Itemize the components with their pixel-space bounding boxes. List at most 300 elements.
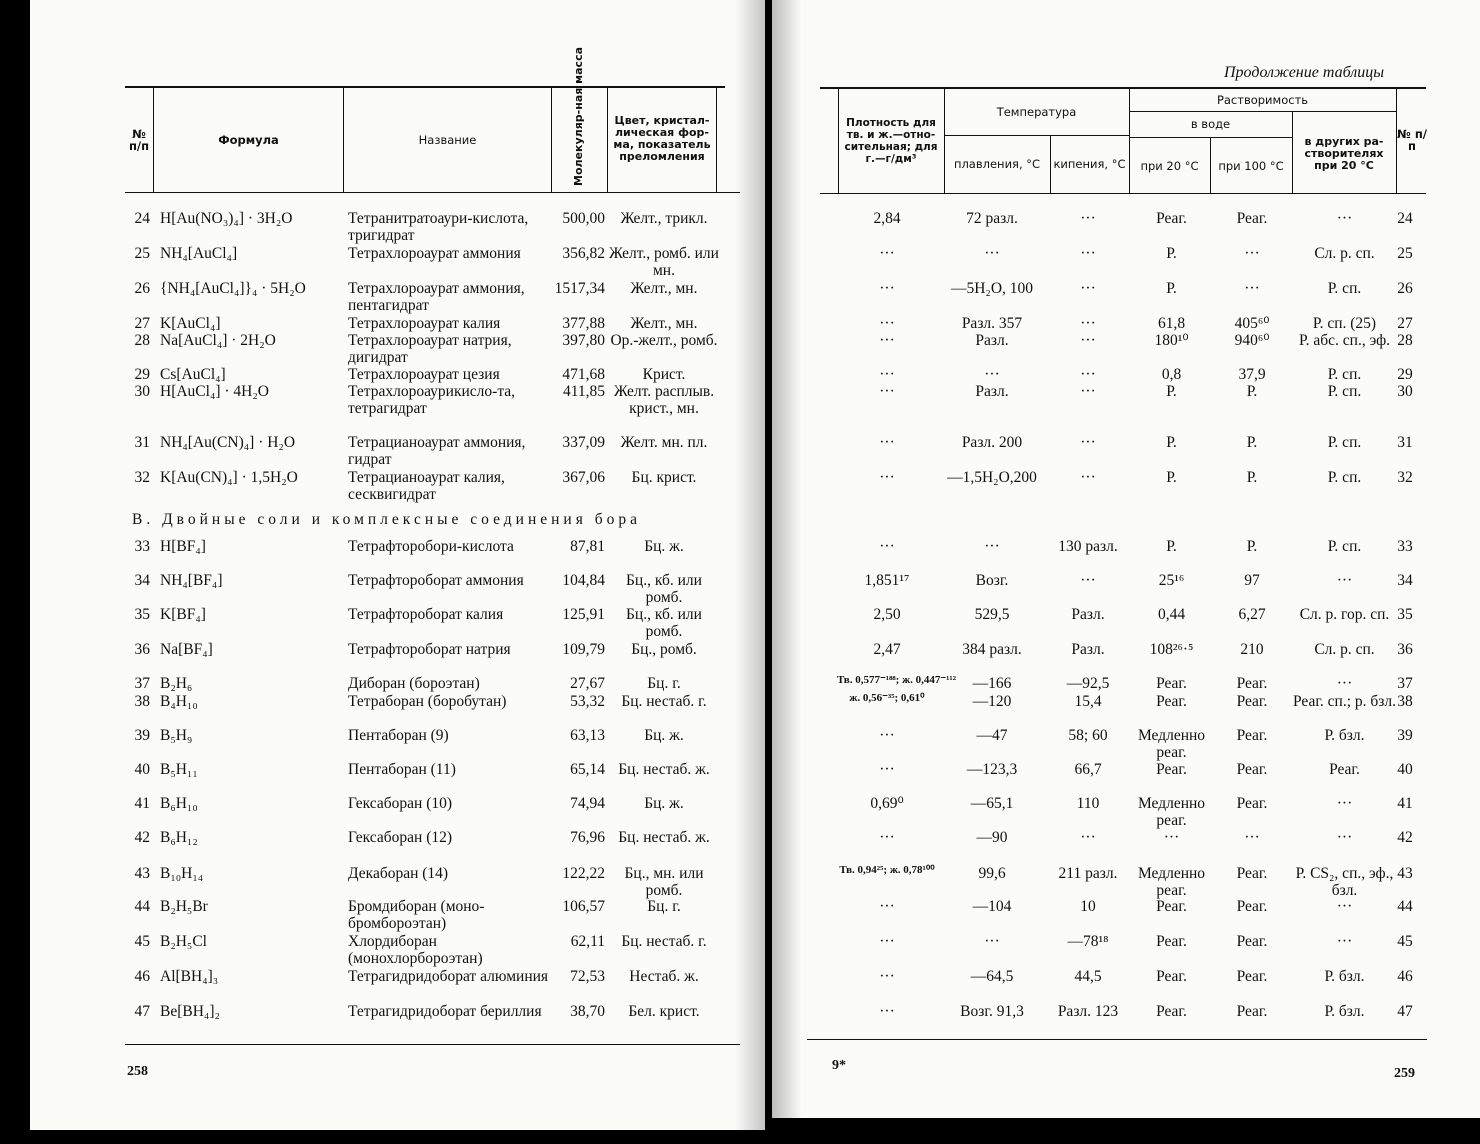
melting-point: Разл. 200 <box>961 434 1023 451</box>
solubility-water-100: Р. <box>1246 434 1258 451</box>
molecular-mass: 367,06 <box>562 469 605 486</box>
molecular-mass: 72,53 <box>570 968 605 985</box>
right-page <box>772 0 1480 1118</box>
compound-name: Тетраборан (боробутан) <box>348 693 507 710</box>
row-number: 30 <box>1397 383 1413 400</box>
row-number: 47 <box>134 1003 150 1020</box>
melting-point: 529,5 <box>974 606 1010 623</box>
molecular-mass: 65,14 <box>570 761 605 778</box>
color-crystal-form: Бц. нестаб. г. <box>621 693 707 710</box>
solubility-other: Р. абс. сп., эф. <box>1298 332 1391 349</box>
boiling-point: 15,4 <box>1074 693 1102 710</box>
melting-point: ··· <box>984 366 1000 383</box>
boiling-point: —92,5 <box>1066 675 1110 692</box>
row-number: 35 <box>1397 606 1413 623</box>
row-number: 31 <box>1397 434 1413 451</box>
solubility-water-20: Реаг. <box>1156 693 1187 710</box>
solubility-water-20: Р. <box>1166 280 1177 297</box>
molecular-mass: 1517,34 <box>554 280 605 297</box>
solubility-water-20: Р. <box>1166 469 1177 486</box>
compound-name: Диборан (бороэтан) <box>348 675 480 692</box>
row-number: 41 <box>1397 795 1413 812</box>
solubility-water-20: 180¹⁰ <box>1154 332 1189 349</box>
solubility-water-20: Р. <box>1166 383 1177 400</box>
formula: B₅H₁₁ <box>160 761 198 778</box>
row-number: 44 <box>134 898 150 915</box>
solubility-water-20: Реаг. <box>1156 761 1187 778</box>
boiling-point: Разл. <box>1071 641 1105 658</box>
solubility-water-20: Реаг. <box>1156 933 1187 950</box>
solubility-other: Реаг. сп.; р. бзл. <box>1292 693 1397 710</box>
molecular-mass: 63,13 <box>570 727 605 744</box>
compound-name: Тетрацианоаурат аммония, гидрат <box>348 434 526 468</box>
formula: Cs[AuCl₄] <box>160 366 226 383</box>
color-crystal-form: Желт., мн. <box>630 280 698 297</box>
solubility-other: Сл. р. сп. <box>1314 245 1375 262</box>
density: ··· <box>879 538 895 555</box>
left-page <box>30 0 765 1130</box>
color-crystal-form: Бц., кб. или ромб. <box>626 606 702 640</box>
header-at20: при 20 °C <box>1140 159 1199 173</box>
solubility-water-100: Реаг. <box>1236 675 1268 692</box>
header-mass: Молекуляр-ная масса <box>572 46 585 186</box>
melting-point: —5H₂O, 100 <box>950 280 1034 297</box>
gutter-shadow <box>772 0 802 1118</box>
melting-point: Разл. <box>975 383 1009 400</box>
row-number: 29 <box>134 366 150 383</box>
header-divider <box>716 88 717 192</box>
formula: NH₄[AuCl₄] <box>160 245 238 262</box>
solubility-water-20: Реаг. <box>1156 675 1187 692</box>
melting-point: 99,6 <box>978 865 1006 882</box>
boiling-point: 110 <box>1076 795 1100 812</box>
solubility-other: Сл. р. сп. <box>1314 641 1375 658</box>
row-number: 27 <box>1397 315 1413 332</box>
solubility-other: ··· <box>1336 572 1353 589</box>
color-crystal-form: Желт., ромб. или мн. <box>609 245 719 279</box>
solubility-water-20: 0,44 <box>1157 606 1186 623</box>
row-number: 43 <box>134 865 150 882</box>
solubility-other: Р. сп. (25) <box>1312 315 1377 332</box>
page-number: 258 <box>127 1064 148 1079</box>
color-crystal-form: Бц. нестаб. г. <box>621 933 707 950</box>
solubility-water-100: ··· <box>1244 245 1260 262</box>
solubility-water-100: 37,9 <box>1238 366 1266 383</box>
solubility-water-100: Реаг. <box>1236 933 1268 950</box>
solubility-water-20: Реаг. <box>1156 1003 1187 1020</box>
molecular-mass: 27,67 <box>570 675 605 692</box>
header-melting: плавления, °C <box>953 157 1041 171</box>
row-number: 33 <box>134 538 150 555</box>
compound-name: Тетрафтороборат аммония <box>348 572 524 589</box>
compound-name: Хлордиборан (монохлорбороэтан) <box>348 933 483 967</box>
solubility-water-100: Р. <box>1246 469 1258 486</box>
solubility-other: Р. сп. <box>1327 469 1362 486</box>
solubility-water-100: Р. <box>1246 383 1258 400</box>
boiling-point: ··· <box>1080 332 1096 349</box>
solubility-water-100: 97 <box>1244 572 1260 589</box>
solubility-water-100: Реаг. <box>1236 795 1268 812</box>
solubility-other: Р. CS₂, сп., эф., бзл. <box>1295 865 1394 899</box>
boiling-point: ··· <box>1080 469 1096 486</box>
row-number: 34 <box>134 572 150 589</box>
melting-point: ··· <box>984 245 1000 262</box>
formula: B₅H₉ <box>160 727 193 744</box>
molecular-mass: 62,11 <box>570 933 605 950</box>
row-number: 40 <box>1397 761 1413 778</box>
solubility-other: Р. сп. <box>1327 383 1362 400</box>
color-crystal-form: Бц. г. <box>647 898 681 915</box>
color-crystal-form: Крист. <box>642 366 686 383</box>
row-number: 36 <box>1397 641 1413 658</box>
compound-name: Гексаборан (10) <box>348 795 453 812</box>
solubility-water-20: Реаг. <box>1156 968 1187 985</box>
row-number: 26 <box>1397 280 1413 297</box>
header-num: № п/п <box>1397 127 1427 153</box>
row-number: 34 <box>1397 572 1413 589</box>
color-crystal-form: Желт. расплыв. крист., мн. <box>613 383 715 417</box>
page-number: 259 <box>1394 1066 1415 1081</box>
color-crystal-form: Бц., кб. или ромб. <box>626 572 702 606</box>
solubility-other: Р. сп. <box>1327 280 1362 297</box>
compound-name: Тетрахлороаурат аммония, пентагидрат <box>348 280 525 314</box>
density: ··· <box>879 383 895 400</box>
color-crystal-form: Бц. г. <box>647 675 681 692</box>
row-number: 45 <box>134 933 150 950</box>
color-crystal-form: Бц. нестаб. ж. <box>618 761 710 778</box>
boiling-point: —78¹⁸ <box>1067 933 1109 950</box>
boiling-point: ··· <box>1080 210 1096 227</box>
row-number: 37 <box>134 675 150 692</box>
solubility-water-100: Реаг. <box>1236 865 1268 882</box>
boiling-point: 10 <box>1080 898 1096 915</box>
density: 0,69⁰ <box>870 795 904 812</box>
formula: H[AuCl₄] · 4H₂O <box>160 383 269 400</box>
compound-name: Тетрахлороаурикисло-та, тетрагидрат <box>348 383 516 417</box>
formula: K[Au(CN)₄] · 1,5H₂O <box>160 469 298 486</box>
density: ··· <box>879 761 895 778</box>
solubility-water-20: Медленно реаг. <box>1137 727 1206 761</box>
density: 1,851¹⁷ <box>864 572 910 589</box>
solubility-water-100: Реаг. <box>1236 727 1268 744</box>
molecular-mass: 104,84 <box>562 572 605 589</box>
molecular-mass: 87,81 <box>570 538 605 555</box>
density: ж. 0,56⁻³⁵; 0,61⁰ <box>849 692 925 704</box>
compound-name: Пентаборан (11) <box>348 761 456 778</box>
formula: K[AuCl₄] <box>160 315 221 332</box>
melting-point: —1,5H₂O,200 <box>947 469 1037 486</box>
compound-name: Тетрафтороборат натрия <box>348 641 511 658</box>
row-number: 39 <box>1397 727 1413 744</box>
melting-point: —90 <box>976 829 1008 846</box>
molecular-mass: 337,09 <box>562 434 605 451</box>
color-crystal-form: Ор.-желт., ромб. <box>610 332 718 349</box>
solubility-water-20: Реаг. <box>1156 898 1187 915</box>
row-number: 38 <box>1397 693 1413 710</box>
compound-name: Тетрагидридоборат алюминия <box>348 968 549 985</box>
boiling-point: 130 разл. <box>1058 538 1118 555</box>
row-number: 40 <box>134 761 150 778</box>
density: Тв. 0,577⁻¹⁸⁸; ж. 0,447⁻¹¹² <box>837 674 957 686</box>
solubility-water-20: 25¹⁶ <box>1158 572 1185 589</box>
melting-point: ··· <box>984 933 1000 950</box>
header-name: Название <box>418 133 477 147</box>
formula: B₆H₁₂ <box>160 829 198 846</box>
melting-point: —65,1 <box>970 795 1014 812</box>
compound-name: Тетрахлороаурат натрия, дигидрат <box>348 332 512 366</box>
boiling-point: ··· <box>1080 245 1096 262</box>
solubility-water-100: 6,27 <box>1238 606 1266 623</box>
compound-name: Тетрахлороаурат цезия <box>348 366 500 383</box>
color-crystal-form: Бц., ромб. <box>631 641 697 658</box>
molecular-mass: 397,80 <box>562 332 605 349</box>
header-sub-rule <box>1129 137 1292 138</box>
solubility-other: Р. сп. <box>1327 366 1362 383</box>
solubility-other: Р. бзл. <box>1324 968 1365 985</box>
header-in-water: в воде <box>1190 117 1231 131</box>
signature-mark: 9* <box>832 1058 846 1073</box>
density: ··· <box>879 434 895 451</box>
row-number: 28 <box>134 332 150 349</box>
color-crystal-form: Бц. крист. <box>631 469 697 486</box>
header-at100: при 100 °C <box>1218 159 1284 173</box>
melting-point: ··· <box>984 538 1000 555</box>
row-number: 47 <box>1397 1003 1413 1020</box>
running-head: Продолжение таблицы <box>1224 64 1385 81</box>
header-top-rule <box>820 87 1426 89</box>
molecular-mass: 411,85 <box>562 383 605 400</box>
molecular-mass: 74,94 <box>570 795 605 812</box>
compound-name: Тетранитратоаури-кислота, тригидрат <box>348 210 529 244</box>
row-number: 26 <box>134 280 150 297</box>
boiling-point: 66,7 <box>1074 761 1102 778</box>
compound-name: Декаборан (14) <box>348 865 449 882</box>
molecular-mass: 377,88 <box>562 315 605 332</box>
solubility-water-100: 405⁶⁰ <box>1234 315 1270 332</box>
formula: B₆H₁₀ <box>160 795 198 812</box>
table-bottom-rule <box>807 1039 1427 1040</box>
compound-name: Тетрацианоаурат калия, сесквигидрат <box>348 469 505 503</box>
color-crystal-form: Бц. нестаб. ж. <box>618 829 710 846</box>
density: ··· <box>879 933 895 950</box>
solubility-other: ··· <box>1336 210 1353 227</box>
row-number: 32 <box>1397 469 1413 486</box>
row-number: 39 <box>134 727 150 744</box>
solubility-water-100: 940⁶⁰ <box>1234 332 1270 349</box>
header-bottom-rule <box>125 192 740 193</box>
density: ··· <box>879 968 895 985</box>
row-number: 35 <box>134 606 150 623</box>
density: ··· <box>879 366 895 383</box>
solubility-other: Р. сп. <box>1327 538 1362 555</box>
row-number: 44 <box>1397 898 1413 915</box>
row-number: 24 <box>1397 210 1413 227</box>
solubility-water-100: ··· <box>1244 280 1260 297</box>
solubility-water-100: Р. <box>1246 538 1258 555</box>
color-crystal-form: Бц. ж. <box>644 727 684 744</box>
compound-name: Бромдиборан (моно-бромбороэтан) <box>348 898 485 932</box>
table-bottom-rule <box>125 1044 740 1045</box>
melting-point: Возг. <box>975 572 1009 589</box>
row-number: 25 <box>1397 245 1413 262</box>
formula: B₂H₆ <box>160 675 193 692</box>
boiling-point: ··· <box>1080 572 1096 589</box>
row-number: 46 <box>1397 968 1413 985</box>
row-number: 42 <box>1397 829 1413 846</box>
color-crystal-form: Желт. мн. пл. <box>620 434 708 451</box>
solubility-other: ··· <box>1336 898 1353 915</box>
formula: NH₄[BF₄] <box>160 572 223 589</box>
solubility-water-20: 61,8 <box>1157 315 1186 332</box>
molecular-mass: 106,57 <box>562 898 605 915</box>
formula: B₄H₁₀ <box>160 693 198 710</box>
compound-name: Тетрахлороаурат аммония <box>348 245 521 262</box>
row-number: 31 <box>134 434 150 451</box>
row-number: 41 <box>134 795 150 812</box>
solubility-other: ··· <box>1336 675 1353 692</box>
header-top-rule <box>125 86 725 88</box>
molecular-mass: 500,00 <box>562 210 605 227</box>
solubility-water-20: Р. <box>1166 434 1177 451</box>
section-heading: В. Двойные соли и комплексные соединения бора <box>132 511 641 528</box>
solubility-other: Сл. р. гор. сп. <box>1299 606 1390 623</box>
boiling-point: 44,5 <box>1074 968 1102 985</box>
header-color: Цвет, кристал-лическая фор-ма, показатель преломления <box>613 114 711 163</box>
solubility-water-20: Медленно реаг. <box>1137 865 1206 899</box>
melting-point: 72 разл. <box>966 210 1018 227</box>
solubility-other: Реаг. <box>1329 761 1360 778</box>
boiling-point: 211 разл. <box>1058 865 1118 882</box>
formula: {NH₄[AuCl₄]}₄ · 5H₂O <box>160 280 306 297</box>
solubility-other: ··· <box>1336 795 1353 812</box>
compound-name: Гексаборан (12) <box>348 829 453 846</box>
molecular-mass: 471,68 <box>562 366 605 383</box>
solubility-other: Р. сп. <box>1327 434 1362 451</box>
row-number: 24 <box>134 210 150 227</box>
header-divider <box>551 88 552 192</box>
compound-name: Пентаборан (9) <box>348 727 449 744</box>
compound-name: Тетрагидридоборат бериллия <box>348 1003 542 1020</box>
header-other-solvents: в других ра-створителях при 20 °C <box>1304 135 1384 172</box>
row-number: 28 <box>1397 332 1413 349</box>
density: Тв. 0,94²⁵; ж. 0,78¹⁰⁰ <box>839 864 935 876</box>
color-crystal-form: Нестаб. ж. <box>629 968 699 985</box>
melting-point: —64,5 <box>970 968 1014 985</box>
row-number: 42 <box>134 829 150 846</box>
density: ··· <box>879 829 895 846</box>
row-number: 30 <box>134 383 150 400</box>
header-bottom-rule <box>820 193 1426 194</box>
density: ··· <box>879 469 895 486</box>
melting-point: —104 <box>972 898 1012 915</box>
boiling-point: ··· <box>1080 366 1096 383</box>
row-number: 25 <box>134 245 150 262</box>
solubility-water-100: 210 <box>1240 641 1264 658</box>
boiling-point: 58; 60 <box>1068 727 1108 744</box>
molecular-mass: 38,70 <box>570 1003 605 1020</box>
header-formula: Формула <box>218 133 279 147</box>
color-crystal-form: Бц. ж. <box>644 795 684 812</box>
density: ··· <box>879 898 895 915</box>
boiling-point: ··· <box>1080 280 1096 297</box>
melting-point: —123,3 <box>966 761 1018 778</box>
melting-point: Возг. 91,3 <box>960 1003 1024 1020</box>
solubility-water-20: Реаг. <box>1156 210 1187 227</box>
row-number: 33 <box>1397 538 1413 555</box>
melting-point: 384 разл. <box>962 641 1022 658</box>
melting-point: Разл. <box>975 332 1009 349</box>
formula: Na[BF₄] <box>160 641 213 658</box>
color-crystal-form: Бц., мн. или ромб. <box>624 865 704 899</box>
formula: H[Au(NO₃)₄] · 3H₂O <box>160 210 293 227</box>
solubility-water-20: Р. <box>1166 538 1177 555</box>
density: 2,84 <box>873 210 901 227</box>
melting-point: —47 <box>976 727 1008 744</box>
molecular-mass: 53,32 <box>570 693 605 710</box>
boiling-point: ··· <box>1080 383 1096 400</box>
solubility-other: ··· <box>1336 933 1353 950</box>
row-number: 38 <box>134 693 150 710</box>
header-num: № п/п <box>128 127 150 153</box>
color-crystal-form: Желт., трикл. <box>620 210 708 227</box>
formula: Na[AuCl₄] · 2H₂O <box>160 332 276 349</box>
density: 2,50 <box>873 606 901 623</box>
header-temperature: Температура <box>996 105 1077 119</box>
solubility-water-100: Реаг. <box>1236 968 1268 985</box>
color-crystal-form: Желт., мн. <box>630 315 698 332</box>
row-number: 36 <box>134 641 150 658</box>
molecular-mass: 109,79 <box>562 641 605 658</box>
solubility-water-20: 108²⁶·⁵ <box>1149 641 1194 658</box>
density: ··· <box>879 727 895 744</box>
header-sub-rule <box>944 135 1129 136</box>
boiling-point: Разл. 123 <box>1057 1003 1119 1020</box>
compound-name: Тетрахлороаурат калия <box>348 315 501 332</box>
header-sub-rule <box>1129 111 1396 112</box>
formula: K[BF₄] <box>160 606 206 623</box>
row-number: 32 <box>134 469 150 486</box>
row-number: 29 <box>1397 366 1413 383</box>
color-crystal-form: Бел. крист. <box>628 1003 700 1020</box>
formula: B₂H₅Cl <box>160 933 207 950</box>
header-boiling: кипения, °C <box>1053 157 1126 171</box>
density: ··· <box>879 332 895 349</box>
solubility-other: ··· <box>1336 829 1353 846</box>
row-number: 43 <box>1397 865 1413 882</box>
gutter-shadow <box>735 0 765 1130</box>
density: ··· <box>879 245 895 262</box>
solubility-other: Р. бзл. <box>1324 727 1365 744</box>
formula: B₁₀H₁₄ <box>160 865 204 882</box>
molecular-mass: 122,22 <box>562 865 605 882</box>
molecular-mass: 125,91 <box>562 606 605 623</box>
row-number: 27 <box>134 315 150 332</box>
density: ··· <box>879 1003 895 1020</box>
boiling-point: ··· <box>1080 434 1096 451</box>
density: 2,47 <box>873 641 901 658</box>
boiling-point: ··· <box>1080 829 1096 846</box>
row-number: 45 <box>1397 933 1413 950</box>
melting-point: Разл. 357 <box>961 315 1023 332</box>
solubility-water-100: Реаг. <box>1236 693 1268 710</box>
solubility-water-100: Реаг. <box>1236 898 1268 915</box>
molecular-mass: 76,96 <box>570 829 605 846</box>
molecular-mass: 356,82 <box>562 245 605 262</box>
color-crystal-form: Бц. ж. <box>644 538 684 555</box>
solubility-water-100: ··· <box>1244 829 1260 846</box>
boiling-point: Разл. <box>1071 606 1105 623</box>
formula: Al[BH₄]₃ <box>160 968 219 985</box>
